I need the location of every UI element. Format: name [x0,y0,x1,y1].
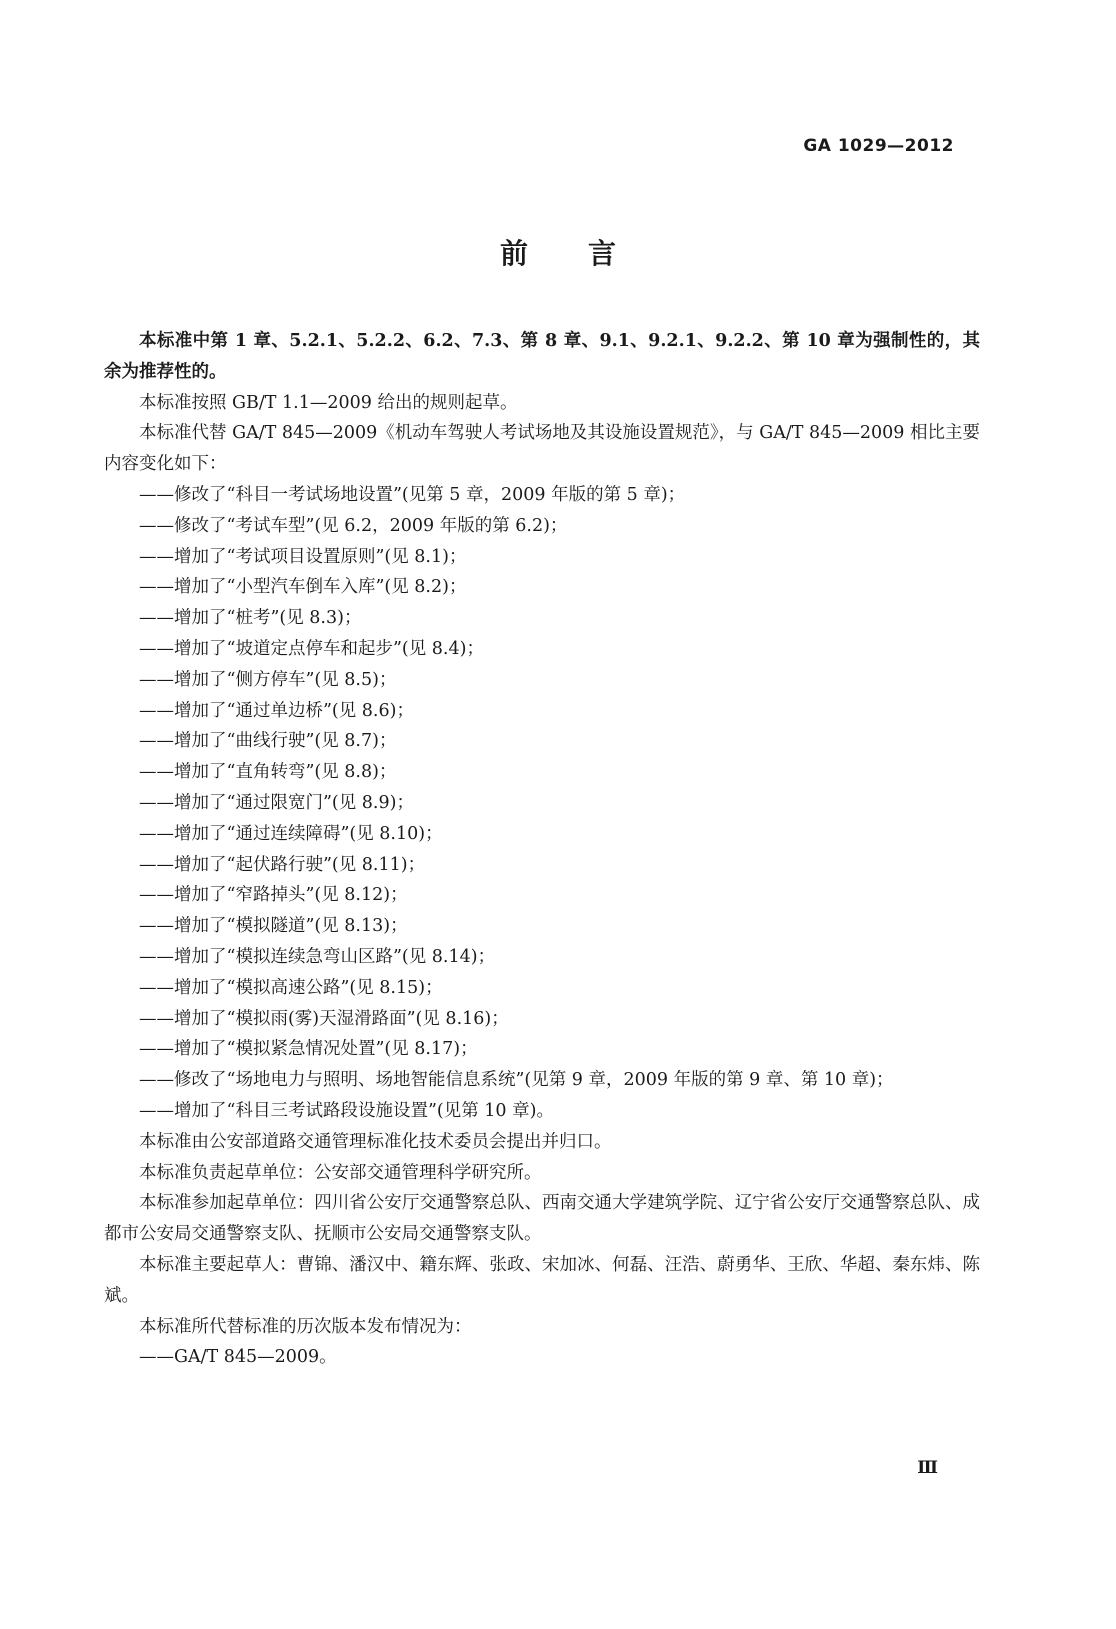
page-title: 前言 [499,237,676,270]
list-item: ——增加了“曲线行驶”(见 8.7)； [139,731,397,752]
list-item: ——增加了“桩考”(见 8.3)； [139,608,362,629]
list-item: ——修改了“考试车型”(见 6.2，2009 年版的第 6.2)； [139,515,568,536]
list-item: ——修改了“科目一考试场地设置”(见第 5 章，2009 年版的第 5 章)； [139,484,686,505]
history-list [104,1342,980,1373]
changes-list [104,480,980,1127]
list-item: ——增加了“模拟隧道”(见 8.13)； [139,916,408,937]
list-item: ——增加了“窄路掉头”(见 8.12)； [139,885,408,906]
proposing-body-paragraph: 本标准由公安部道路交通管理标准化技术委员会提出并归口。 [139,1131,612,1152]
list-item: ——增加了“模拟高速公路”(见 8.15)； [139,977,443,998]
list-item: ——增加了“科目三考试路段设施设置”(见第 10 章)。 [139,1100,554,1121]
list-item: ——增加了“模拟紧急情况处置”(见 8.17)； [139,1039,478,1060]
list-item: ——GA/T 845—2009。 [139,1347,337,1368]
list-item: ——增加了“小型汽车倒车入库”(见 8.2)； [139,577,467,598]
participating-drafters-paragraph: 本标准参加起草单位：四川省公安厅交通警察总队、西南交通大学建筑学院、辽宁省公安厅交通警察总队、成都市公安局交通警察支队、抚顺市公安局交通警察支队。 [104,1193,980,1245]
list-item: ——增加了“考试项目设置原则”(见 8.1)； [139,546,467,567]
replacement-paragraph: 本标准代替 GA/T 845—2009《机动车驾驶人考试场地及其设施设置规范》，与 GA/T 845—2009 相比主要内容变化如下： [104,423,980,475]
main-drafters-paragraph: 本标准主要起草人：曹锦、潘汉中、籍东辉、张政、宋加冰、何磊、汪浩、蔚勇华、王欣、华超、秦东炜、陈斌。 [104,1254,980,1306]
list-item: ——增加了“通过单边桥”(见 8.6)； [139,700,414,721]
list-item: ——增加了“模拟雨(雾)天湿滑路面”(见 8.16)； [139,1008,509,1029]
document-body [104,326,980,1373]
list-item: ——增加了“侧方停车”(见 8.5)； [139,669,397,690]
page-number: Ⅲ [917,1458,938,1478]
drafting-rule-paragraph: 本标准按照 GB/T 1.1—2009 给出的规则起草。 [139,392,518,413]
list-item: ——增加了“通过限宽门”(见 8.9)； [139,792,414,813]
list-item: ——增加了“通过连续障碍”(见 8.10)； [139,823,443,844]
list-item: ——增加了“起伏路行驶”(见 8.11)； [139,854,426,875]
version-history-paragraph: 本标准所代替标准的历次版本发布情况为： [139,1316,472,1337]
list-item: ——增加了“坡道定点停车和起步”(见 8.4)； [139,638,484,659]
lead-drafter-paragraph: 本标准负责起草单位：公安部交通管理科学研究所。 [139,1162,542,1183]
list-item: ——增加了“直角转弯”(见 8.8)； [139,762,397,783]
list-item: ——增加了“模拟连续急弯山区路”(见 8.14)； [139,946,496,967]
mandatory-clause-paragraph: 本标准中第 1 章、5.2.1、5.2.2、6.2、7.3、第 8 章、9.1、9.2.1、9.2.2、第 10 章为强制性的，其余为推荐性的。 [104,331,980,382]
list-item: ——修改了“场地电力与照明、场地智能信息系统”(见第 9 章，2009 年版的第 9 章、第 10 章)； [139,1070,894,1091]
document-code: GA 1029—2012 [803,136,954,156]
